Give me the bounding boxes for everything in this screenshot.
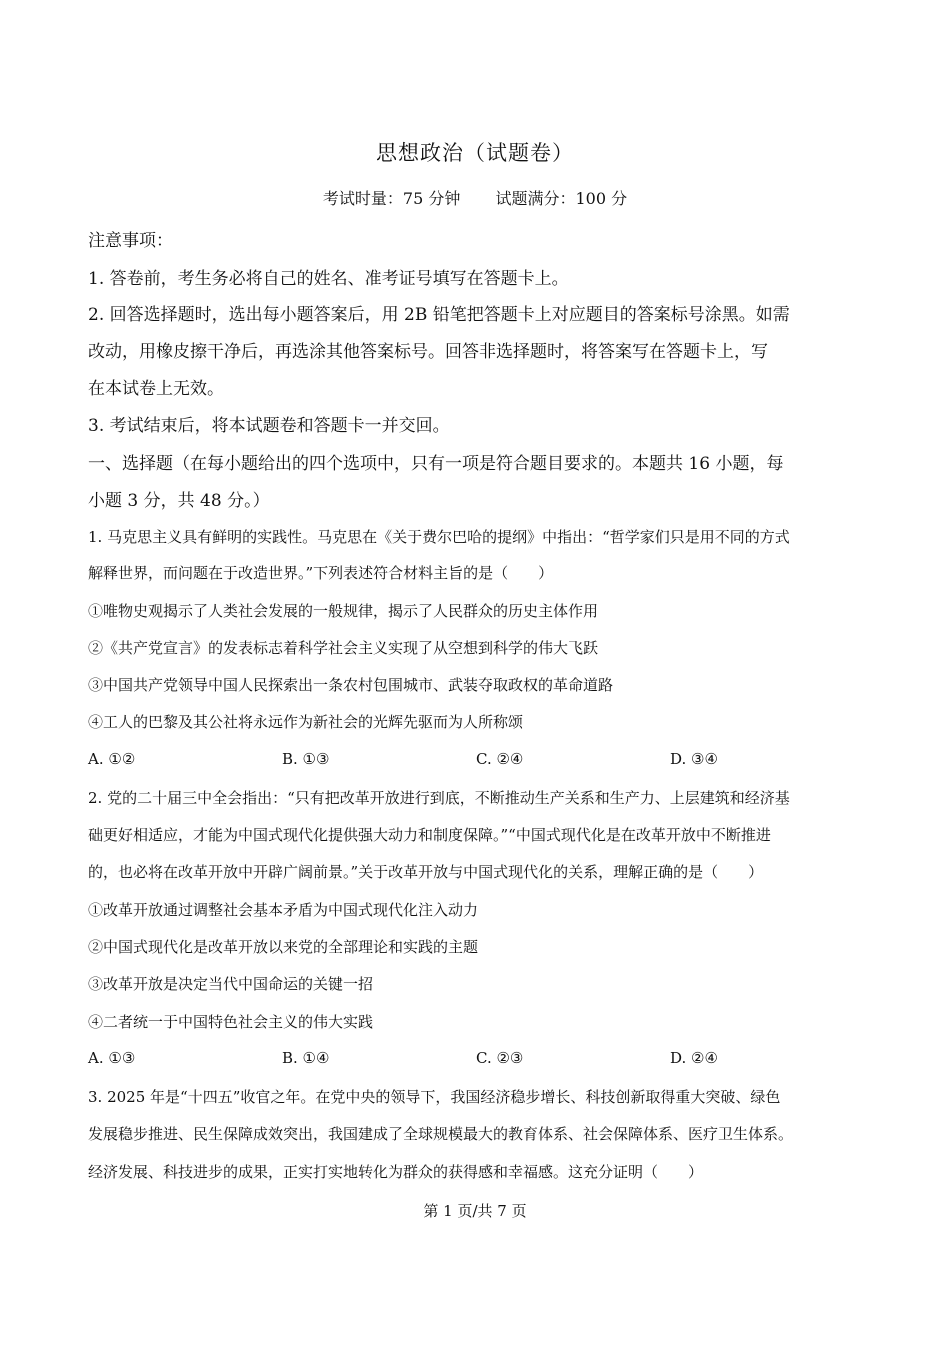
q1-item-3: ③中国共产党领导中国人民探索出一条农村包围城市、武装夺取政权的革命道路 <box>88 676 614 694</box>
q1-item-2: ②《共产党宣言》的发表标志着科学社会主义实现了从空想到科学的伟大飞跃 <box>88 639 599 657</box>
notes-heading: 注意事项： <box>88 231 173 251</box>
q1-stem-b: 解释世界，而问题在于改造世界。”下列表述符合材料主旨的是（ ） <box>88 564 554 582</box>
q3-stem-a: 3. 2025 年是“十四五”收官之年。在党中央的领导下，我国经济稳步增长、科技创新取得重大突破、绿色 <box>88 1088 781 1106</box>
note-line-1: 1. 答卷前，考生务必将自己的姓名、准考证号填写在答题卡上。 <box>88 269 569 289</box>
q2-option-a: A. ①③ <box>88 1049 136 1067</box>
q2-item-2: ②中国式现代化是改革开放以来党的全部理论和实践的主题 <box>88 938 479 956</box>
q1-option-c: C. ②④ <box>476 750 524 768</box>
section-heading-a: 一、选择题（在每小题给出的四个选项中，只有一项是符合题目要求的。本题共 16 小题，每 <box>88 454 784 474</box>
note-line-2b: 改动，用橡皮擦干净后，再选涂其他答案标号。回答非选择题时，将答案写在答题卡上，写 <box>88 342 768 362</box>
q2-stem-c: 的，也必将在改革开放中开辟广阔前景。”关于改革开放与中国式现代化的关系，理解正确的是（ ） <box>88 863 764 881</box>
q1-option-d: D. ③④ <box>670 750 718 768</box>
exam-info <box>0 186 950 209</box>
q1-item-1: ①唯物史观揭示了人类社会发展的一般规律，揭示了人民群众的历史主体作用 <box>88 602 599 620</box>
q2-option-b: B. ①④ <box>282 1049 330 1067</box>
q1-option-b: B. ①③ <box>282 750 330 768</box>
section-heading-b: 小题 3 分，共 48 分。） <box>88 491 270 511</box>
note-line-3: 3. 考试结束后，将本试题卷和答题卡一并交回。 <box>88 416 450 436</box>
q2-item-1: ①改革开放通过调整社会基本矛盾为中国式现代化注入动力 <box>88 901 479 919</box>
exam-time: 考试时量：75 分钟 <box>322 189 461 208</box>
q2-stem-b: 础更好相适应，才能为中国式现代化提供强大动力和制度保障。”“中国式现代化是在改革开放中不断推进 <box>88 826 771 844</box>
page-title: 思想政治（试题卷） <box>376 141 574 165</box>
q2-item-3: ③改革开放是决定当代中国命运的关键一招 <box>88 975 374 993</box>
q2-item-4: ④二者统一于中国特色社会主义的伟大实践 <box>88 1013 374 1031</box>
q3-stem-c: 经济发展、科技进步的成果，正实打实地转化为群众的获得感和幸福感。这充分证明（ ） <box>88 1163 704 1181</box>
note-line-2c: 在本试卷上无效。 <box>88 379 224 399</box>
q2-stem-a: 2. 党的二十届三中全会指出：“只有把改革开放进行到底，不断推动生产关系和生产力、上层建筑和经济基 <box>88 789 790 807</box>
q1-item-4: ④工人的巴黎及其公社将永远作为新社会的光辉先驱而为人所称颂 <box>88 713 524 731</box>
q3-stem-b: 发展稳步推进、民生保障成效突出，我国建成了全球规模最大的教育体系、社会保障体系、医疗卫生体系。 <box>88 1125 794 1143</box>
q1-option-a: A. ①② <box>88 750 136 768</box>
q2-option-d: D. ②④ <box>670 1049 718 1067</box>
note-line-2a: 2. 回答选择题时，选出每小题答案后，用 2B 铅笔把答题卡上对应题目的答案标号涂黑。如需 <box>88 305 790 325</box>
q1-stem-a: 1. 马克思主义具有鲜明的实践性。马克思在《关于费尔巴哈的提纲》中指出：“哲学家们只是用不同的方式 <box>88 528 790 546</box>
full-score: 试题满分：100 分 <box>495 189 628 208</box>
q2-option-c: C. ②③ <box>476 1049 524 1067</box>
page-footer: 第 1 页/共 7 页 <box>423 1202 527 1220</box>
